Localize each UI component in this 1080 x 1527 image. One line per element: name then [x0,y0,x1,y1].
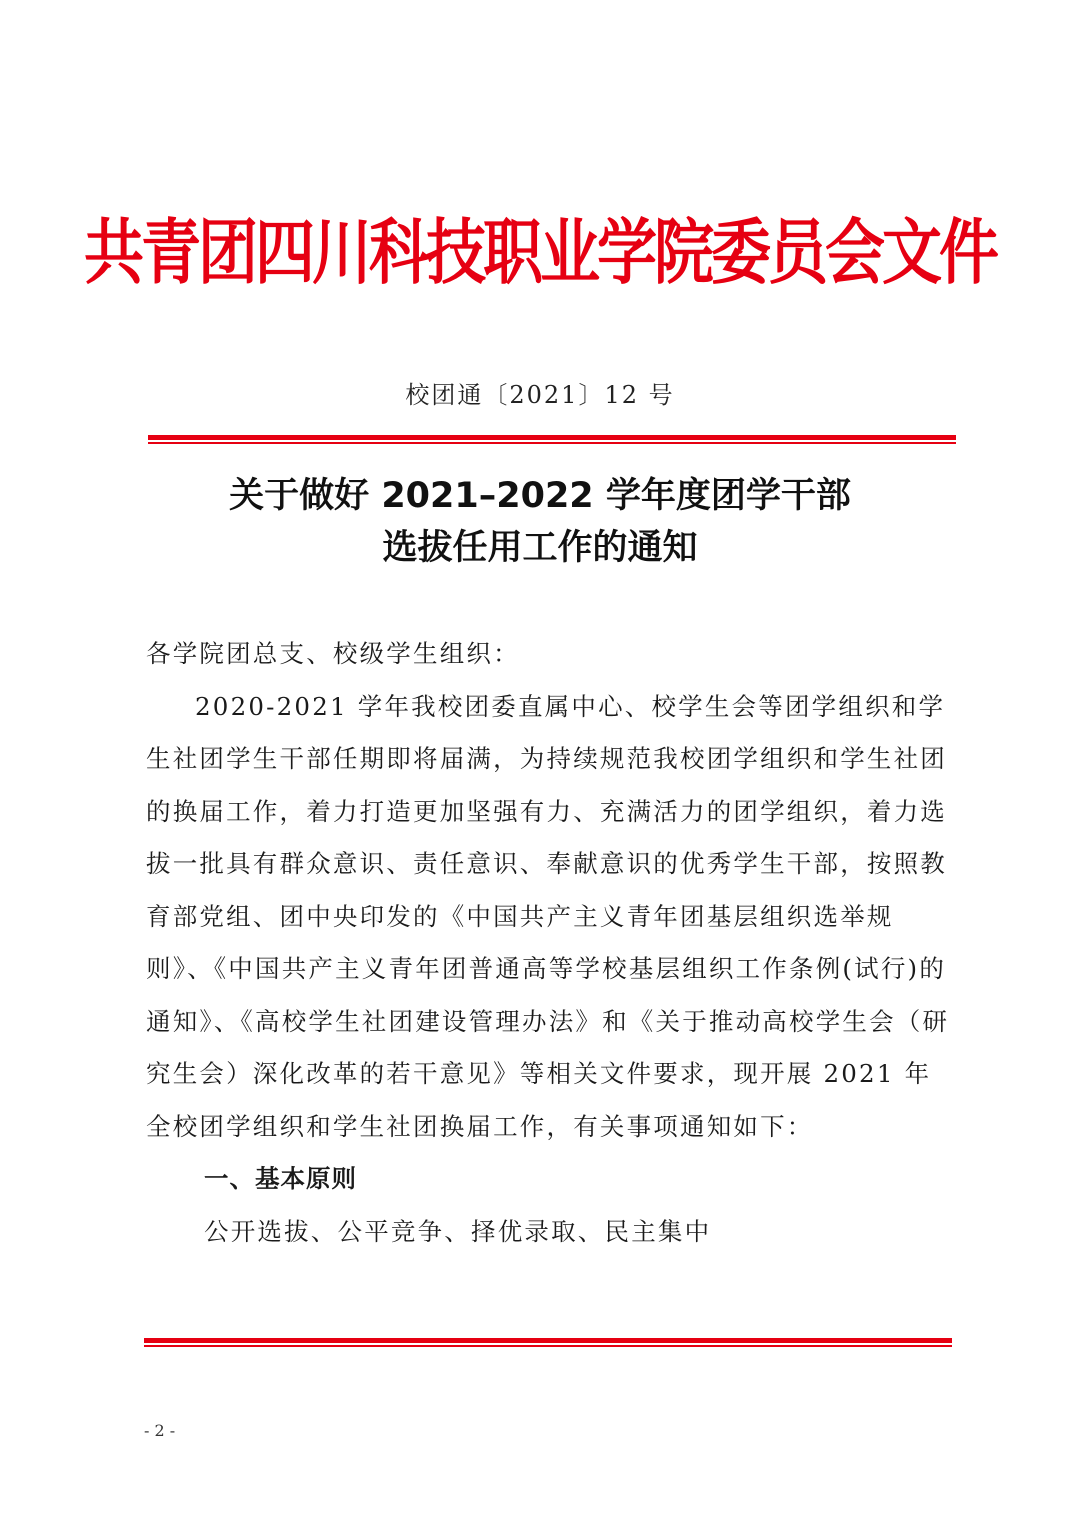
notice-body [146,628,952,1258]
notice-title [0,470,1080,574]
section-1-heading: 一、基本原则 [204,1164,357,1193]
document-header-title: 共青团四川科技职业学院委员会文件 [84,211,996,295]
salutation: 各学院团总支、校级学生组织： [146,639,520,668]
notice-title-line-1: 关于做好 2021–2022 学年度团学干部 [229,476,851,516]
paragraph-1: 2020-2021 学年我校团委直属中心、校学生会等团学组织和学生社团学生干部任期即将届满，为持续规范我校团学组织和学生社团的换届工作，着力打造更加坚强有力、充满活力的团学组织，着力选拔一批具有群众意识、责任意识、奉献意识的优秀学生干部，按照教育部党组、团中央印发的《中国共产主义青年团基层组织选举规则》、《中国共产主义青年团普通高等学校基层组织工作条例(试行)的通知》、《高校学生社团建设管理办法》和《关于推动高校学生会（研究生会）深化改革的若干意见》等相关文件要求，现开展 2021 年全校团学组织和学生社团换届工作，有关事项通知如下： [146,691,950,1141]
notice-title-line-2: 选拔任用工作的通知 [382,528,698,568]
page-number: - 2 - [144,1421,176,1440]
footer-divider [144,1338,952,1347]
header-divider [148,435,956,444]
document-number: 校团通〔2021〕12 号 [405,381,675,409]
section-1-text: 公开选拔、公平竞争、择优录取、民主集中 [204,1216,712,1246]
